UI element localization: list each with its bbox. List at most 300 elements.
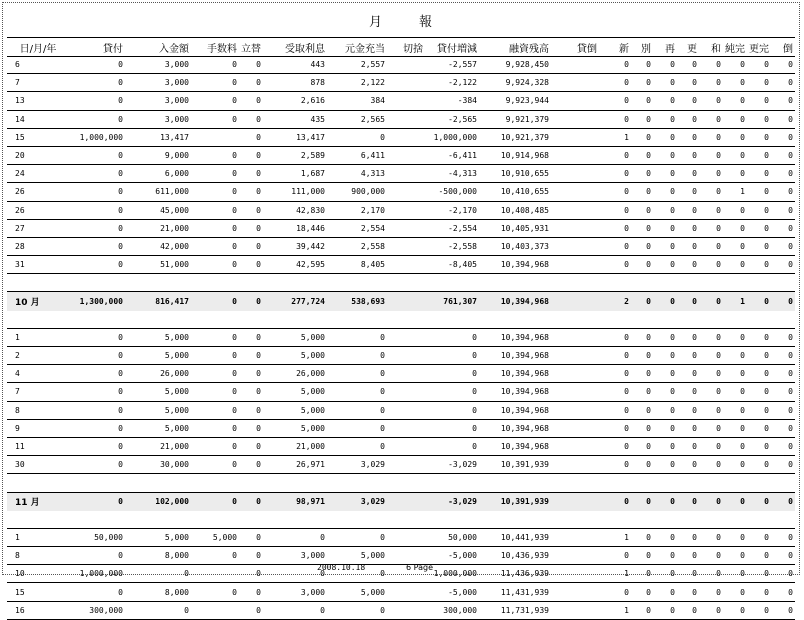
row-value-cell: 5,000 [300, 332, 325, 342]
row-value-cell: 0 [740, 114, 745, 124]
row-value-cell: 0 [740, 605, 745, 615]
row-value-cell: 0 [740, 241, 745, 251]
row-value-cell: 0 [764, 605, 769, 615]
row-value-cell: -2,565 [448, 114, 477, 124]
row-value-cell: 0 [716, 369, 721, 379]
row-value-cell: 0 [232, 351, 237, 361]
row-value-cell [549, 493, 597, 511]
row-date-cell: 20 [15, 151, 25, 161]
row-value-cell: 0 [256, 351, 261, 361]
row-value-cell: 42,000 [160, 241, 189, 251]
table-row [7, 565, 795, 583]
row-value-cell: 0 [692, 369, 697, 379]
row-value-cell: 9,921,379 [505, 114, 549, 124]
row-value-cell: 0 [646, 605, 651, 615]
row-value-cell: 0 [256, 205, 261, 215]
row-value-cell: 0 [764, 423, 769, 433]
table-row [7, 583, 795, 601]
row-value-cell: 5,000 [300, 405, 325, 415]
row-value-cell: 0 [118, 169, 123, 179]
row-value-cell: 6,411 [360, 151, 385, 161]
row-value-cell: 0 [256, 569, 261, 579]
row-value-cell: -8,405 [448, 260, 477, 270]
row-value-cell: 0 [788, 460, 793, 470]
row-value-cell: 0 [692, 297, 697, 307]
row-value-cell: 0 [740, 460, 745, 470]
row-value-cell: 0 [716, 551, 721, 561]
row-value-cell: 0 [380, 423, 385, 433]
row-value-cell: 0 [624, 151, 629, 161]
row-value-cell: 0 [624, 332, 629, 342]
row-value-cell: 0 [472, 369, 477, 379]
table-row [7, 111, 795, 129]
table-row [7, 129, 795, 147]
row-date-cell: 14 [15, 114, 25, 124]
row-value-cell: 0 [670, 351, 675, 361]
row-value-cell: 0 [764, 187, 769, 197]
row-date-cell: 30 [15, 460, 25, 470]
row-value-cell: 0 [716, 442, 721, 452]
row-value-cell: -6,411 [448, 151, 477, 161]
row-value-cell: 0 [764, 405, 769, 415]
row-value-cell: 0 [716, 423, 721, 433]
row-value-cell: 0 [764, 569, 769, 579]
row-value-cell: 0 [670, 551, 675, 561]
row-value-cell: 0 [788, 442, 793, 452]
row-value-cell: 0 [646, 569, 651, 579]
row-value-cell: 1 [624, 532, 629, 542]
row-value-cell: 0 [670, 369, 675, 379]
row-value-cell [385, 165, 423, 182]
row-value-cell: 0 [788, 605, 793, 615]
row-value-cell: 39,442 [296, 241, 325, 251]
row-value-cell: 1,300,000 [79, 297, 123, 307]
row-value-cell: 30,000 [160, 460, 189, 470]
row-value-cell: 10,910,655 [500, 169, 549, 179]
row-value-cell [385, 111, 423, 128]
row-value-cell: 0 [624, 241, 629, 251]
row-value-cell: 0 [256, 332, 261, 342]
row-value-cell: 2,122 [360, 78, 385, 88]
row-value-cell: 0 [232, 187, 237, 197]
row-value-cell: 0 [380, 442, 385, 452]
table-row [7, 183, 795, 201]
row-date-cell: 1 [15, 532, 20, 542]
row-date-cell: 16 [15, 605, 25, 615]
table-header [7, 37, 795, 57]
row-value-cell: 0 [670, 151, 675, 161]
row-value-cell: 5,000 [164, 532, 189, 542]
row-value-cell [189, 565, 237, 582]
row-value-cell: 0 [740, 369, 745, 379]
row-value-cell [385, 347, 423, 364]
row-value-cell: 2,558 [360, 241, 385, 251]
row-value-cell: 878 [310, 78, 325, 88]
table-row [7, 383, 795, 401]
row-value-cell: 0 [118, 151, 123, 161]
row-value-cell: 0 [624, 114, 629, 124]
row-date-cell: 31 [15, 260, 25, 270]
row-value-cell: 0 [624, 223, 629, 233]
row-value-cell: 0 [670, 332, 675, 342]
row-value-cell: 0 [764, 460, 769, 470]
row-value-cell: 10,394,968 [500, 423, 549, 433]
row-value-cell [385, 129, 423, 146]
row-value-cell: 0 [118, 551, 123, 561]
row-value-cell: 0 [692, 241, 697, 251]
row-value-cell: 0 [764, 60, 769, 70]
row-value-cell: 0 [646, 387, 651, 397]
row-value-cell [549, 74, 597, 91]
row-value-cell [549, 602, 597, 619]
row-value-cell: 2,557 [360, 60, 385, 70]
row-value-cell: 0 [692, 114, 697, 124]
row-value-cell: 0 [764, 497, 769, 507]
row-value-cell: 3,000 [164, 78, 189, 88]
row-value-cell: 0 [646, 78, 651, 88]
row-value-cell: -384 [457, 96, 477, 106]
row-value-cell [549, 420, 597, 437]
row-value-cell: -500,000 [438, 187, 477, 197]
row-value-cell: 0 [764, 387, 769, 397]
row-value-cell: 0 [256, 551, 261, 561]
row-value-cell: 0 [716, 497, 721, 507]
table-row [7, 438, 795, 456]
row-value-cell: 0 [692, 587, 697, 597]
row-value-cell: 0 [670, 223, 675, 233]
row-value-cell: 0 [788, 78, 793, 88]
row-value-cell: 6,000 [164, 169, 189, 179]
row-value-cell: 0 [118, 442, 123, 452]
row-value-cell: 0 [256, 241, 261, 251]
row-value-cell: 0 [764, 587, 769, 597]
row-value-cell: 0 [256, 532, 261, 542]
row-value-cell: 0 [118, 351, 123, 361]
row-value-cell: 10,403,373 [500, 241, 549, 251]
row-value-cell: 0 [118, 332, 123, 342]
row-value-cell: 0 [380, 569, 385, 579]
row-value-cell: 0 [716, 332, 721, 342]
row-value-cell: 5,000 [164, 351, 189, 361]
row-value-cell: 0 [118, 260, 123, 270]
row-value-cell: 0 [646, 405, 651, 415]
row-value-cell: 0 [670, 260, 675, 270]
row-date-cell: 7 [15, 387, 20, 397]
row-value-cell: 21,000 [296, 442, 325, 452]
row-value-cell: 0 [232, 460, 237, 470]
row-value-cell: 3,000 [300, 587, 325, 597]
row-value-cell [385, 202, 423, 219]
row-value-cell: 0 [624, 587, 629, 597]
row-value-cell: 0 [716, 78, 721, 88]
row-value-cell: 0 [472, 423, 477, 433]
row-value-cell: 0 [232, 260, 237, 270]
row-value-cell: 5,000 [164, 423, 189, 433]
row-value-cell: 0 [764, 351, 769, 361]
row-value-cell: 0 [740, 551, 745, 561]
spacer-row [7, 511, 795, 529]
row-value-cell: 0 [118, 241, 123, 251]
row-value-cell: 0 [232, 297, 237, 307]
row-value-cell: 816,417 [155, 297, 189, 307]
row-value-cell: 0 [788, 60, 793, 70]
row-value-cell: 0 [256, 442, 261, 452]
row-value-cell: 51,000 [160, 260, 189, 270]
row-value-cell: 0 [788, 260, 793, 270]
row-value-cell: 538,693 [351, 297, 385, 307]
row-value-cell: 0 [256, 423, 261, 433]
row-value-cell: 10,394,968 [500, 297, 549, 307]
row-value-cell: 0 [380, 387, 385, 397]
row-value-cell: 1,000,000 [79, 569, 123, 579]
row-value-cell: 0 [232, 223, 237, 233]
row-value-cell: 0 [716, 187, 721, 197]
row-value-cell [549, 456, 597, 473]
row-value-cell: 13,417 [296, 132, 325, 142]
spacer-row [7, 474, 795, 492]
row-value-cell: 5,000 [300, 387, 325, 397]
row-value-cell: 0 [692, 169, 697, 179]
row-value-cell: 0 [670, 187, 675, 197]
row-value-cell: 0 [320, 532, 325, 542]
row-value-cell: 0 [764, 442, 769, 452]
row-value-cell: 0 [716, 169, 721, 179]
row-value-cell: 0 [646, 297, 651, 307]
row-value-cell: 0 [740, 78, 745, 88]
row-value-cell: 0 [232, 114, 237, 124]
row-value-cell: 5,000 [300, 351, 325, 361]
row-value-cell: 0 [380, 132, 385, 142]
row-value-cell: 0 [624, 205, 629, 215]
row-value-cell: -3,029 [448, 497, 477, 507]
row-value-cell: 1 [624, 132, 629, 142]
row-value-cell: 0 [380, 405, 385, 415]
row-value-cell: 1,000,000 [79, 132, 123, 142]
row-value-cell: 10,394,968 [500, 405, 549, 415]
row-value-cell: 0 [670, 169, 675, 179]
row-value-cell: 0 [764, 169, 769, 179]
column-header-5: 受取利息 [285, 43, 325, 55]
row-value-cell: 0 [184, 569, 189, 579]
row-value-cell: 0 [646, 114, 651, 124]
row-value-cell: 0 [764, 78, 769, 88]
row-date-cell: 10 [15, 569, 25, 579]
row-value-cell: -5,000 [448, 551, 477, 561]
row-value-cell: 10,394,968 [500, 332, 549, 342]
row-value-cell: 10,914,968 [500, 151, 549, 161]
row-value-cell: 0 [646, 132, 651, 142]
row-value-cell: 0 [764, 114, 769, 124]
row-value-cell [385, 256, 423, 273]
column-header-11: 新 [619, 43, 629, 55]
row-value-cell: 0 [646, 60, 651, 70]
row-value-cell: 98,971 [296, 497, 325, 507]
column-header-7: 切捨 [403, 43, 423, 55]
row-value-cell: 2,565 [360, 114, 385, 124]
row-value-cell: 0 [670, 132, 675, 142]
row-value-cell: 0 [716, 205, 721, 215]
row-value-cell: 0 [788, 551, 793, 561]
row-value-cell: 0 [740, 351, 745, 361]
row-value-cell: 0 [118, 587, 123, 597]
row-value-cell: 0 [740, 223, 745, 233]
row-value-cell: 111,000 [291, 187, 325, 197]
row-value-cell: 0 [764, 241, 769, 251]
row-value-cell: 0 [692, 605, 697, 615]
row-value-cell: 300,000 [89, 605, 123, 615]
row-value-cell: 0 [232, 241, 237, 251]
table-row [7, 529, 795, 547]
row-value-cell: 0 [716, 151, 721, 161]
row-value-cell: 10,921,379 [500, 132, 549, 142]
row-value-cell [549, 147, 597, 164]
row-value-cell: 0 [716, 60, 721, 70]
row-value-cell: 0 [646, 151, 651, 161]
row-value-cell: 0 [118, 460, 123, 470]
row-value-cell: 3,029 [360, 460, 385, 470]
row-date-cell: 28 [15, 241, 25, 251]
row-value-cell: 0 [118, 497, 123, 507]
row-value-cell: 0 [624, 405, 629, 415]
row-value-cell: 0 [692, 60, 697, 70]
row-value-cell: 0 [764, 151, 769, 161]
row-value-cell: 0 [256, 460, 261, 470]
row-value-cell: 0 [788, 332, 793, 342]
row-value-cell: 2 [624, 297, 629, 307]
row-value-cell: 1,687 [300, 169, 325, 179]
row-value-cell: 0 [646, 169, 651, 179]
row-value-cell: 0 [472, 387, 477, 397]
row-value-cell: 5,000 [164, 405, 189, 415]
row-value-cell: 1 [624, 569, 629, 579]
row-date-cell: 11 月 [15, 498, 40, 509]
column-header-18: 倒 [783, 43, 793, 55]
row-value-cell: 0 [670, 423, 675, 433]
row-value-cell: 0 [764, 132, 769, 142]
row-value-cell: 10,410,655 [500, 187, 549, 197]
row-value-cell: 0 [716, 460, 721, 470]
report-title [3, 11, 799, 30]
row-value-cell: 0 [788, 405, 793, 415]
row-value-cell: 10,394,968 [500, 351, 549, 361]
row-value-cell: 0 [670, 96, 675, 106]
row-value-cell [549, 256, 597, 273]
row-value-cell: 0 [692, 405, 697, 415]
row-value-cell: 0 [788, 241, 793, 251]
row-value-cell: 0 [788, 151, 793, 161]
row-value-cell: 0 [764, 297, 769, 307]
row-value-cell: 0 [624, 442, 629, 452]
row-value-cell: 0 [232, 497, 237, 507]
row-value-cell: 0 [646, 442, 651, 452]
table-row [7, 56, 795, 74]
row-date-cell: 11 [15, 442, 25, 452]
row-value-cell: 0 [716, 260, 721, 270]
row-value-cell: 0 [692, 351, 697, 361]
row-value-cell: 0 [624, 260, 629, 270]
row-value-cell: 0 [716, 351, 721, 361]
row-value-cell: 0 [624, 423, 629, 433]
row-value-cell: 0 [670, 241, 675, 251]
row-value-cell: 0 [646, 223, 651, 233]
row-value-cell: 4,313 [360, 169, 385, 179]
row-value-cell: 10,391,939 [500, 497, 549, 507]
row-value-cell [385, 602, 423, 619]
row-value-cell: 0 [740, 423, 745, 433]
row-value-cell [385, 365, 423, 382]
row-value-cell [385, 220, 423, 237]
row-value-cell [549, 92, 597, 109]
row-value-cell: 1 [740, 297, 745, 307]
row-value-cell: 26,000 [296, 369, 325, 379]
row-value-cell: 0 [716, 569, 721, 579]
row-date-cell: 9 [15, 423, 20, 433]
row-value-cell [385, 402, 423, 419]
row-value-cell: 0 [788, 423, 793, 433]
row-value-cell: 0 [256, 96, 261, 106]
row-value-cell: 0 [740, 387, 745, 397]
row-value-cell: 761,307 [443, 297, 477, 307]
row-value-cell: 2,170 [360, 205, 385, 215]
row-value-cell: 0 [740, 260, 745, 270]
row-date-cell: 13 [15, 96, 25, 106]
row-value-cell [385, 74, 423, 91]
row-value-cell: 0 [232, 551, 237, 561]
row-value-cell [549, 547, 597, 564]
row-value-cell [549, 220, 597, 237]
row-value-cell: 0 [256, 60, 261, 70]
row-date-cell: 2 [15, 351, 20, 361]
row-value-cell: 0 [256, 223, 261, 233]
row-value-cell: 1,000,000 [433, 132, 477, 142]
row-value-cell: 10,391,939 [500, 460, 549, 470]
row-value-cell: 0 [256, 297, 261, 307]
row-value-cell [385, 438, 423, 455]
row-value-cell [189, 602, 237, 619]
row-value-cell: 0 [232, 423, 237, 433]
row-value-cell: 10,405,931 [500, 223, 549, 233]
row-date-cell: 26 [15, 205, 25, 215]
row-value-cell: 0 [788, 114, 793, 124]
row-value-cell [549, 292, 597, 310]
row-value-cell: 0 [764, 369, 769, 379]
row-value-cell: 0 [788, 187, 793, 197]
row-value-cell [385, 456, 423, 473]
row-value-cell: 0 [764, 96, 769, 106]
column-header-2: 入金額 [159, 43, 189, 55]
row-value-cell: 0 [764, 332, 769, 342]
row-value-cell [385, 329, 423, 346]
row-value-cell: 42,595 [296, 260, 325, 270]
row-value-cell: 0 [740, 332, 745, 342]
column-header-17: 更完 [749, 43, 769, 55]
row-value-cell: 50,000 [94, 532, 123, 542]
row-value-cell [549, 238, 597, 255]
row-value-cell: 0 [320, 605, 325, 615]
row-value-cell: 0 [624, 187, 629, 197]
row-value-cell [385, 583, 423, 600]
row-value-cell: 0 [472, 332, 477, 342]
row-value-cell: 0 [380, 532, 385, 542]
row-value-cell: -2,557 [448, 60, 477, 70]
row-value-cell: 0 [764, 532, 769, 542]
row-value-cell: 0 [788, 587, 793, 597]
row-date-cell: 26 [15, 187, 25, 197]
row-value-cell: 0 [740, 205, 745, 215]
row-value-cell: 5,000 [360, 587, 385, 597]
row-value-cell [549, 402, 597, 419]
row-value-cell: 5,000 [212, 532, 237, 542]
